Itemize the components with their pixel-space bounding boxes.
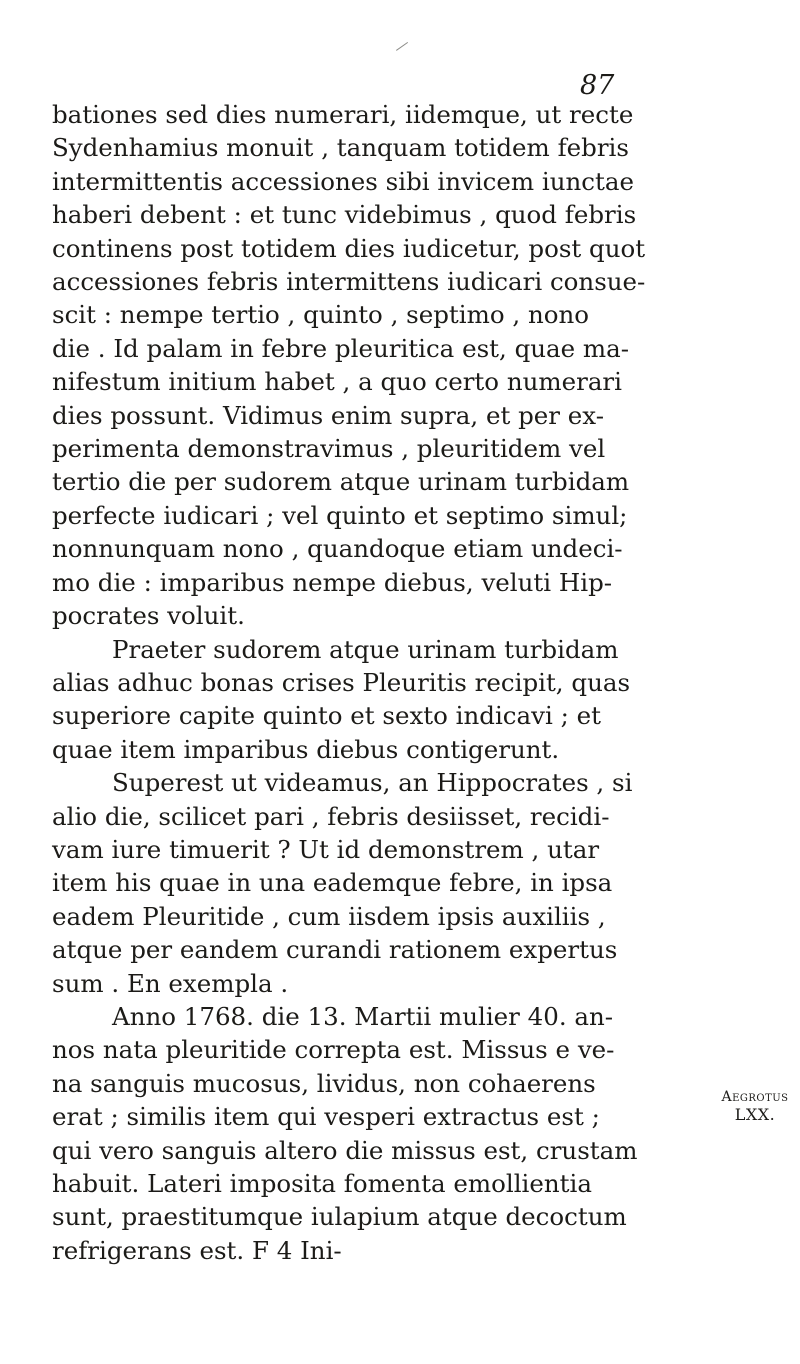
text-line-29: nos nata pleuritide correpta est. Missus e ve- [52, 1035, 615, 1065]
text-line-15: mo die : imparibus nempe diebus, veluti Hip- [52, 567, 613, 597]
text-line-1: bationes sed dies numerari, iidemque, ut recte [52, 100, 634, 129]
text-line-11: perimenta demonstravimus , pleuritidem vel [52, 434, 606, 464]
text-line-18: alias adhuc bonas crises Pleuritis recipit, quas [52, 667, 631, 697]
text-line-34: sunt, praestitumque iulapium atque decoctum [52, 1202, 627, 1232]
text-line-30: na sanguis mucosus, lividus, non cohaerens [52, 1068, 596, 1098]
text-line-25: eadem Pleuritide , cum iisdem ipsis auxiliis , [52, 901, 606, 931]
text-line-23: vam iure timuerit ? Ut id demonstrem , utar [52, 834, 600, 864]
text-line-24: item his quae in una eademque febre, in ipsa [52, 868, 613, 898]
text-line-20: quae item imparibus diebus contigerunt. [52, 734, 560, 764]
text-line-2: Sydenhamius monuit , tanquam totidem febris [52, 133, 629, 163]
text-line-7: scit : nempe tertio , quinto , septimo , nono [52, 300, 590, 330]
text-line-35: refrigerans est. F 4 Ini- [52, 1235, 342, 1265]
margin-note-label: Aegrotus [721, 1089, 789, 1105]
text-line-26: atque per eandem curandi rationem expertus [52, 935, 618, 965]
text-line-28: Anno 1768. die 13. Martii mulier 40. an- [112, 1001, 614, 1031]
text-line-17: Praeter sudorem atque urinam turbidam [112, 634, 619, 664]
text-line-19: superiore capite quinto et sexto indicavi ; et [52, 701, 601, 731]
text-line-16: pocrates voluit. [52, 601, 245, 631]
text-line-13: perfecte iudicari ; vel quinto et septimo simul; [52, 500, 628, 530]
page-number: 87 [580, 70, 615, 101]
text-line-5: continens post totidem dies iudicetur, post quot [52, 233, 646, 263]
text-line-8: die . Id palam in febre pleuritica est, quae ma- [52, 333, 630, 363]
text-line-3: intermittentis accessiones sibi invicem iunctae [52, 166, 634, 196]
body-text [52, 98, 692, 1267]
text-line-14: nonnunquam nono , quandoque etiam undeci- [52, 534, 623, 564]
text-line-33: habuit. Lateri imposita fomenta emollientia [52, 1169, 592, 1198]
text-line-4: haberi debent : et tunc videbimus , quod febris [52, 200, 637, 230]
margin-note-number: LXX. [734, 1105, 776, 1124]
text-line-31: erat ; similis item qui vesperi extractus est ; [52, 1102, 600, 1132]
text-line-6: accessiones febris intermittens iudicari consue- [52, 267, 646, 297]
text-line-32: qui vero sanguis altero die missus est, crustam [52, 1135, 638, 1165]
ink-mark [396, 42, 415, 61]
text-line-27: sum . En exempla . [52, 968, 289, 998]
text-line-10: dies possunt. Vidimus enim supra, et per ex- [52, 400, 604, 430]
margin-note [720, 1088, 790, 1124]
text-line-21: Superest ut videamus, an Hippocrates , si [112, 768, 633, 798]
text-line-12: tertio die per sudorem atque urinam turbidam [52, 467, 630, 497]
text-line-22: alio die, scilicet pari , febris desiisset, recidi- [52, 801, 610, 831]
text-line-9: nifestum initium habet , a quo certo numerari [52, 367, 622, 397]
